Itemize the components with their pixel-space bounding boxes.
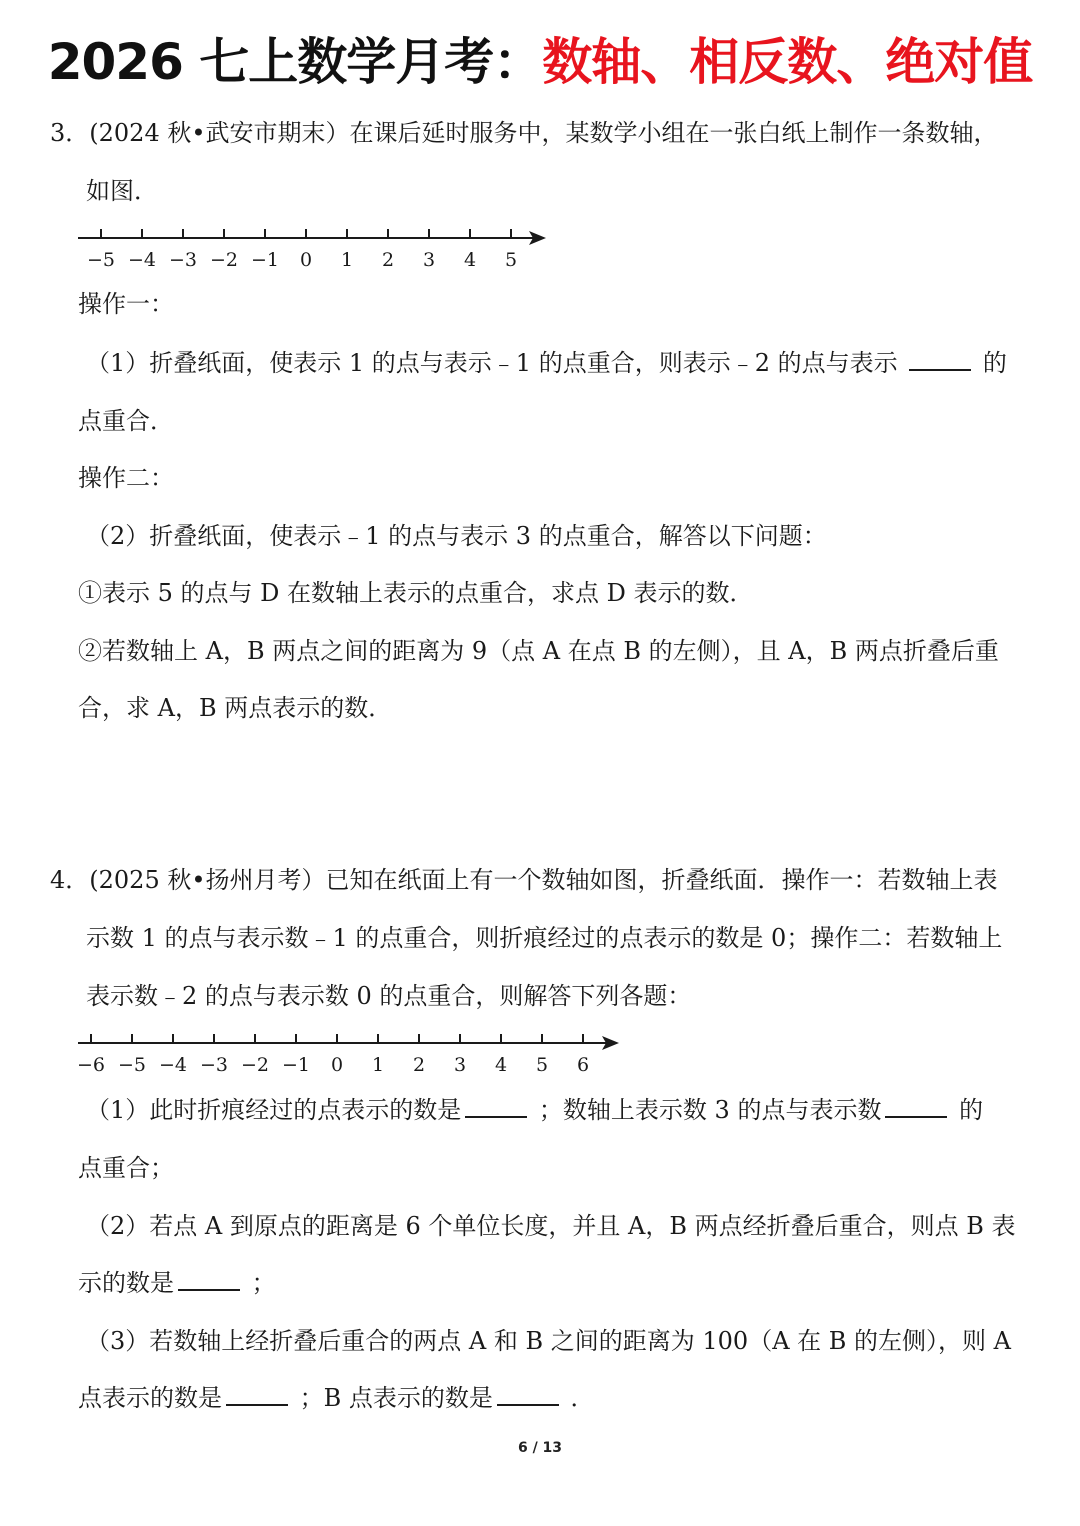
q3-axis-tick-label: −1 (250, 249, 280, 271)
page-title (0, 22, 1080, 102)
q4-axis-tick-label: −5 (117, 1054, 147, 1076)
q3-part1-text: （1）折叠纸面，使表示 1 的点与表示﹣1 的点重合，则表示﹣2 的点与表示 (86, 349, 898, 377)
q4-part3-line2 (78, 1382, 595, 1414)
q4-part3-line1: （3）若数轴上经折叠后重合的两点 A 和 B 之间的距离为 100（A 在 B 的左侧），则 A (86, 1327, 1012, 1355)
q4-axis-tick-label: −6 (76, 1054, 106, 1076)
q3-part1-tail: 的 (982, 349, 1007, 377)
q4-axis-tick-label: 6 (576, 1054, 590, 1076)
q3-part1-line1 (86, 347, 1007, 379)
q4-part1-tail: 的 (959, 1096, 984, 1124)
q3-axis-tick-label: −4 (127, 249, 157, 271)
answer-blank (226, 1382, 288, 1406)
q4-part2-tail: ； (251, 1269, 276, 1297)
answer-blank (885, 1094, 947, 1118)
q4-axis-tick-label: 0 (330, 1054, 344, 1076)
q3-axis-tick-label: 0 (299, 249, 313, 271)
q3-part2-item2-line2: 合，求 A，B 两点表示的数． (78, 694, 393, 722)
q4-axis-tick-label: −1 (281, 1054, 311, 1076)
q3-axis-tick-label: 4 (463, 249, 477, 271)
q4-part1-text: （1）此时折痕经过的点表示的数是 (86, 1096, 462, 1124)
q3-part1-line2: 点重合． (78, 407, 174, 435)
q4-part3-text: 点表示的数是 (78, 1384, 222, 1412)
q3-axis-tick-label: −2 (209, 249, 239, 271)
title-prefix: 2026 七上数学月考： (47, 33, 543, 91)
q4-axis-tick-label: 2 (412, 1054, 426, 1076)
q3-part2-item1: ①表示 5 的点与 D 在数轴上表示的点重合，求点 D 表示的数． (78, 579, 754, 607)
q3-stem-line2: 如图． (86, 177, 158, 205)
answer-blank (497, 1382, 559, 1406)
q4-stem-line1: 4．(2025 秋•扬州月考）已知在纸面上有一个数轴如图，折叠纸面．操作一：若数轴上表 (50, 866, 998, 894)
q4-stem-line3: 表示数﹣2 的点与表示数 0 的点重合，则解答下列各题： (86, 982, 692, 1010)
q4-part1-mid: ；数轴上表示数 3 的点与表示数 (538, 1096, 882, 1124)
q3-operation2-heading: 操作二： (78, 464, 174, 492)
q3-axis-tick-label: −5 (86, 249, 116, 271)
q3-axis-tick-label: 1 (340, 249, 354, 271)
q3-axis-tick-label: 3 (422, 249, 436, 271)
q4-part2-text: 示的数是 (78, 1269, 174, 1297)
q4-axis-tick-label: −2 (240, 1054, 270, 1076)
title-topic: 数轴、相反数、绝对值 (542, 33, 1033, 91)
page-number: 6 / 13 (517, 1440, 563, 1456)
q4-axis-tick-label: 3 (453, 1054, 467, 1076)
q4-part1-line2: 点重合； (78, 1154, 174, 1182)
q4-axis-tick-label: −3 (199, 1054, 229, 1076)
answer-blank (465, 1094, 527, 1118)
q4-part2-line2 (78, 1267, 276, 1299)
q4-part3-tail: ． (570, 1384, 595, 1412)
q4-part1-line1 (86, 1094, 983, 1126)
q4-stem-line2: 示数 1 的点与表示数﹣1 的点重合，则折痕经过的点表示的数是 0；操作二：若数轴上 (86, 924, 1003, 952)
q3-part2-item2-line1: ②若数轴上 A，B 两点之间的距离为 9（点 A 在点 B 的左侧），且 A，B 两点折叠后重 (78, 637, 999, 665)
q4-axis-tick-label: 5 (535, 1054, 549, 1076)
q4-axis-tick-label: 4 (494, 1054, 508, 1076)
q4-axis-tick-label: 1 (371, 1054, 385, 1076)
q3-axis-tick-label: 2 (381, 249, 395, 271)
q4-part2-line1: （2）若点 A 到原点的距离是 6 个单位长度，并且 A，B 两点经折叠后重合，则点 B 表 (86, 1212, 1016, 1240)
q4-axis-tick-label: −4 (158, 1054, 188, 1076)
q3-stem-line1: 3．(2024 秋•武安市期末）在课后延时服务中，某数学小组在一张白纸上制作一条数轴， (50, 119, 998, 147)
q4-part3-mid: ；B 点表示的数是 (299, 1384, 493, 1412)
q3-axis-tick-label: 5 (504, 249, 518, 271)
answer-blank (909, 347, 971, 371)
q3-operation1-heading: 操作一： (78, 290, 174, 318)
q3-part2: （2）折叠纸面，使表示﹣1 的点与表示 3 的点重合，解答以下问题： (86, 522, 827, 550)
q3-axis-tick-label: −3 (168, 249, 198, 271)
answer-blank (178, 1267, 240, 1291)
